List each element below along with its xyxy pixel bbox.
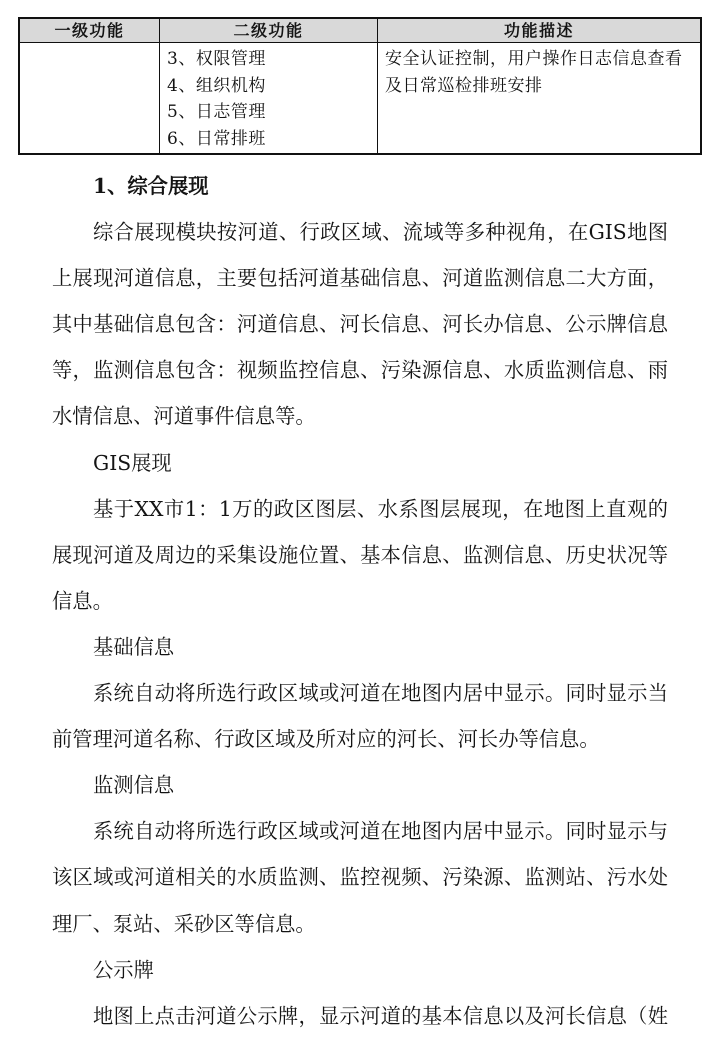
table-header-row	[20, 19, 700, 43]
subsection-title-notice-board: 公示牌	[93, 957, 154, 982]
header-level2: 二级功能	[160, 19, 378, 42]
gis-paragraph	[52, 486, 668, 624]
cell-level1	[20, 43, 160, 153]
paragraph-line: 基于XX市1：1万的政区图层、水系图层展现，在地图上直观的	[93, 496, 668, 521]
function-table	[18, 17, 702, 155]
paragraph-line: 上展现河道信息，主要包括河道基础信息、河道监测信息二大方面，	[52, 266, 668, 291]
cell-level2	[160, 43, 378, 153]
subsection-title-gis: GIS展现	[93, 450, 172, 475]
paragraph-line: 系统自动将所选行政区域或河道在地图内居中显示。同时显示与	[93, 819, 668, 844]
subsection-title-basic-info: 基础信息	[93, 634, 175, 659]
description-line: 安全认证控制，用户操作日志信息查看	[385, 49, 683, 69]
notice-board-paragraph	[52, 993, 668, 1039]
description-line: 及日常巡检排班安排	[385, 75, 543, 96]
paragraph-line: 展现河道及周边的采集设施位置、基本信息、监测信息、历史状况等	[52, 542, 668, 567]
paragraph-line: 该区域或河道相关的水质监测、监控视频、污染源、监测站、污水处	[52, 865, 668, 890]
paragraph-line: 地图上点击河道公示牌，显示河道的基本信息以及河长信息（姓	[93, 1003, 668, 1028]
intro-paragraph	[52, 209, 668, 439]
basic-info-paragraph	[52, 670, 668, 762]
header-level1: 一级功能	[20, 19, 160, 42]
document-body	[52, 163, 668, 1039]
paragraph-line: 综合展现模块按河道、行政区域、流域等多种视角，在GIS地图	[93, 220, 668, 245]
level2-item: 5、日志管理	[167, 102, 266, 123]
header-description: 功能描述	[503, 21, 574, 40]
subsection-title-monitoring: 监测信息	[93, 773, 175, 798]
cell-description	[378, 43, 700, 153]
level2-item: 3、权限管理	[167, 49, 266, 69]
paragraph-line: 水情信息、河道事件信息等。	[52, 404, 316, 429]
paragraph-line: 信息。	[52, 588, 113, 613]
paragraph-line: 其中基础信息包含：河道信息、河长信息、河长办信息、公示牌信息	[52, 312, 668, 337]
level2-item: 6、日常排班	[167, 129, 266, 150]
paragraph-line: 理厂、泵站、采砂区等信息。	[52, 911, 316, 936]
monitoring-paragraph	[52, 808, 668, 946]
paragraph-line: 等，监测信息包含：视频监控信息、污染源信息、水质监测信息、雨	[52, 358, 668, 383]
paragraph-line: 系统自动将所选行政区域或河道在地图内居中显示。同时显示当	[93, 681, 668, 706]
table-row	[20, 43, 700, 153]
level2-item: 4、组织机构	[167, 75, 266, 96]
paragraph-line: 前管理河道名称、行政区域及所对应的河长、河长办等信息。	[52, 727, 600, 752]
section-heading: 1、综合展现	[93, 174, 209, 198]
